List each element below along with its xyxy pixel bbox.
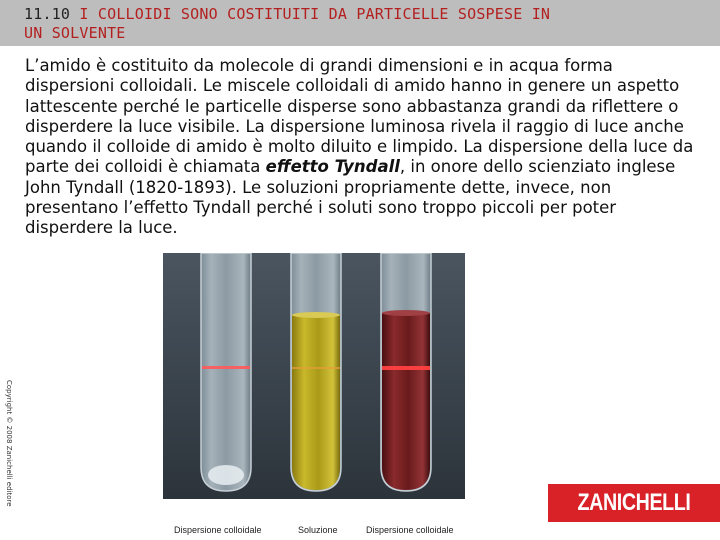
caption-center: Soluzione	[298, 525, 338, 535]
body-paragraph	[25, 56, 705, 239]
publisher-logo-text: ZANICHELLI	[577, 489, 691, 516]
body-text-part-2: , in onore dello scienziato inglese John Tyndall (1820-1893). Le soluzioni propriamente dette, invece, non presentano l’effetto Tyndall perché i soluti sono troppo piccoli per poter disperdere la luce.	[25, 157, 676, 238]
tube-colloidal-left	[201, 253, 251, 491]
title-line-2: UN SOLVENTE	[24, 24, 126, 42]
caption-left: Dispersione colloidale	[174, 525, 262, 535]
tube-solution	[291, 253, 341, 491]
slide-title	[24, 5, 704, 43]
tyndall-effect-term: effetto Tyndall	[265, 157, 400, 177]
title-line-1: I COLLOIDI SONO COSTITUITI DA PARTICELLE SOSPESE IN	[79, 5, 551, 23]
test-tubes-photo	[163, 253, 465, 515]
copyright-notice	[1, 380, 13, 520]
tube-colloidal-right	[381, 253, 431, 491]
publisher-logo	[548, 484, 720, 522]
body-text-part-1: L’amido è costituito da molecole di grandi dimensioni e in acqua forma dispersioni colloidali. Le miscele colloidali di amido hanno in genere un aspetto lattescente perché le particelle disperse sono abbastanza grandi da riflettere o disperdere la luce visibile. La dispersione luminosa rivela il raggio di luce anche quando il colloide di amido è molto diluito e limpido. La dispersione della luce da parte dei colloidi è chiamata	[25, 56, 694, 177]
section-number: 11.10	[24, 5, 71, 23]
caption-right: Dispersione colloidale	[366, 525, 454, 535]
copyright-text: Copyright © 2008 Zanichelli editore	[5, 380, 13, 507]
